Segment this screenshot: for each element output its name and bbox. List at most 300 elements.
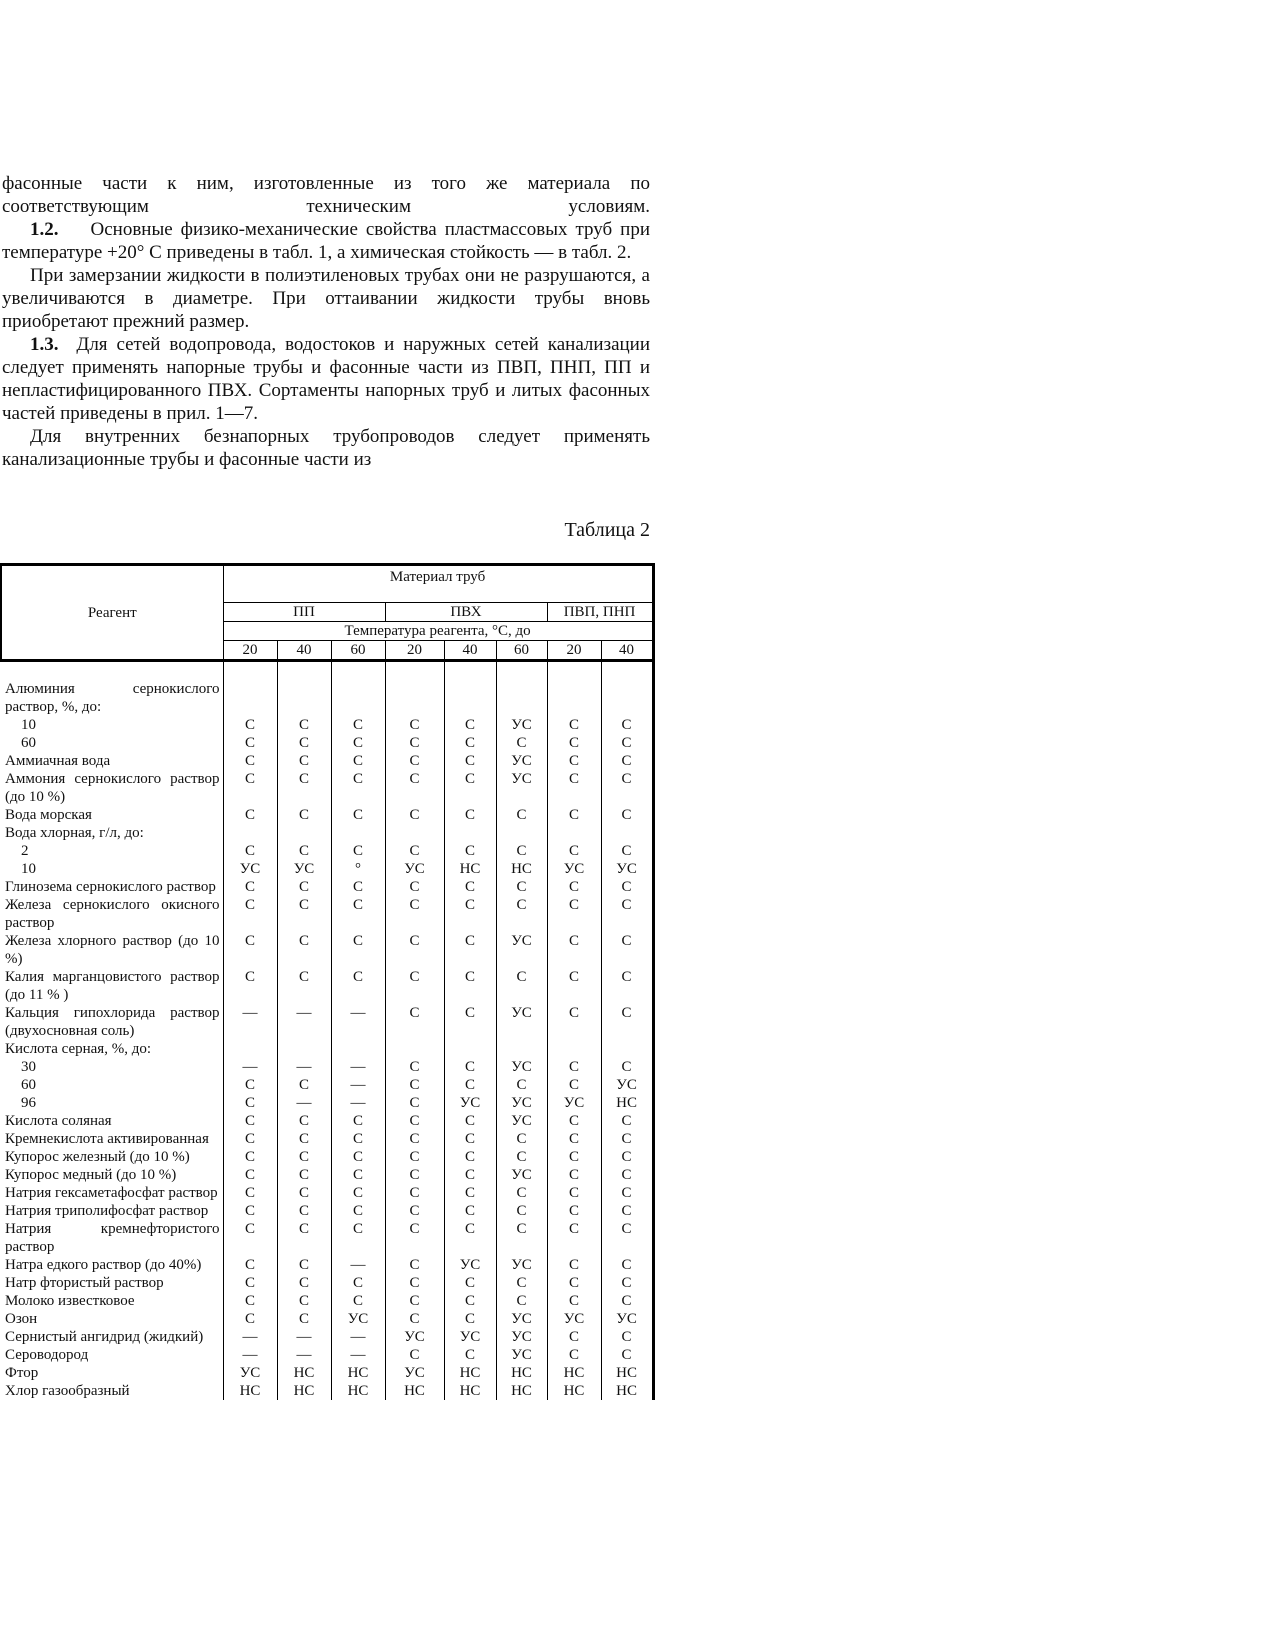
body-text [2,172,650,471]
resistance-cell: С [223,1256,277,1274]
resistance-cell: С [444,1148,496,1166]
paragraph: При замерзании жидкости в полиэтиленовых трубах они не разрушаются, а увеличиваются в диаметре. При оттаивании жидкости трубы вновь приобретают прежний размер. [2,265,650,332]
resistance-cell: С [601,1274,653,1292]
resistance-cell: — [277,1058,331,1076]
reagent-name: 60 [21,735,36,751]
table-row [1,1310,653,1328]
resistance-cell: С [223,932,277,968]
resistance-cell: С [496,734,547,752]
resistance-cell [601,680,653,716]
resistance-cell: — [331,1076,385,1094]
resistance-cell: С [223,1292,277,1310]
resistance-cell: УС [547,1310,601,1328]
resistance-cell: С [385,1310,444,1328]
resistance-cell: НС [496,1382,547,1400]
resistance-cell: С [496,1220,547,1256]
resistance-cell: НС [601,1364,653,1382]
resistance-cell: НС [277,1364,331,1382]
resistance-cell: С [277,1112,331,1130]
resistance-cell: С [496,968,547,1004]
resistance-cell: — [223,1328,277,1346]
resistance-cell: С [601,1202,653,1220]
resistance-cell: С [496,1202,547,1220]
resistance-cell: С [331,878,385,896]
resistance-cell: С [444,842,496,860]
table-row [1,770,653,806]
resistance-cell: УС [601,860,653,878]
reagent-name: Аммония сернокислого раствор (до 10 %) [5,771,220,805]
table-row [1,896,653,932]
table-row [1,1076,653,1094]
resistance-cell: С [547,842,601,860]
resistance-cell: НС [385,1382,444,1400]
table-row [1,1166,653,1184]
table-row [1,1274,653,1292]
resistance-cell: УС [496,770,547,806]
resistance-cell: С [385,1346,444,1364]
resistance-cell: С [444,1166,496,1184]
resistance-cell: С [547,1292,601,1310]
reagent-name: Железа сернокислого окисного раствор [5,897,220,931]
reagent-name: Озон [5,1311,38,1327]
reagent-name: Молоко известковое [5,1293,135,1309]
resistance-cell [385,824,444,842]
resistance-cell [496,1040,547,1058]
resistance-cell: С [277,734,331,752]
temp-cell: 20 [223,641,277,661]
resistance-cell: УС [547,860,601,878]
table-row [1,1184,653,1202]
resistance-cell: С [223,1112,277,1130]
resistance-cell [277,824,331,842]
table-row [1,878,653,896]
resistance-cell: С [547,734,601,752]
resistance-cell [601,824,653,842]
resistance-cell: С [547,968,601,1004]
material-header: Материал труб [223,565,653,603]
reagent-name: 10 [21,861,36,877]
table-row [1,860,653,878]
resistance-cell [385,1040,444,1058]
resistance-cell: С [496,896,547,932]
resistance-cell: С [277,1256,331,1274]
group-header: ПВХ [385,603,547,622]
resistance-cell: С [223,734,277,752]
resistance-cell: С [547,1274,601,1292]
table-caption: Таблица 2 [564,519,650,541]
reagent-name: Сернистый ангидрид (жидкий) [5,1329,204,1345]
resistance-cell: С [547,1130,601,1148]
reagent-name: Фтор [5,1365,39,1381]
resistance-cell: С [601,932,653,968]
resistance-cell: — [331,1256,385,1274]
resistance-cell: С [277,1292,331,1310]
resistance-cell: С [601,1130,653,1148]
table-row [1,806,653,824]
resistance-cell [444,824,496,842]
resistance-cell: С [223,1166,277,1184]
resistance-cell: УС [496,1328,547,1346]
resistance-cell: НС [444,1364,496,1382]
resistance-cell: С [223,878,277,896]
reagent-name: Хлор газообразный [5,1383,130,1399]
resistance-cell: С [547,896,601,932]
resistance-cell: С [385,1166,444,1184]
resistance-cell: ° [331,860,385,878]
resistance-cell: С [547,1076,601,1094]
resistance-cell: НС [547,1382,601,1400]
reagent-name: Натрия гексаметафосфат раствор [5,1185,218,1201]
resistance-cell: УС [331,1310,385,1328]
resistance-cell: УС [601,1076,653,1094]
resistance-cell: С [547,770,601,806]
resistance-cell: С [385,968,444,1004]
resistance-cell: — [331,1346,385,1364]
resistance-cell: НС [547,1364,601,1382]
resistance-cell: С [601,1256,653,1274]
resistance-cell: С [331,752,385,770]
resistance-cell: С [385,1184,444,1202]
reagent-name: Аммиачная вода [5,753,111,769]
reagent-name: Вода хлорная, г/л, до: [5,825,144,841]
resistance-cell: С [385,716,444,734]
resistance-cell: С [601,1220,653,1256]
resistance-cell: УС [601,1310,653,1328]
resistance-cell: С [331,968,385,1004]
resistance-cell: С [385,752,444,770]
temperature-header: Температура реагента, °С, до [223,622,653,641]
table-row [1,1004,653,1040]
resistance-cell: С [277,1220,331,1256]
resistance-cell: НС [444,1382,496,1400]
table-row [1,1364,653,1382]
resistance-cell: С [444,770,496,806]
reagent-name: Купорос медный (до 10 %) [5,1167,177,1183]
group-header: ПВП, ПНП [547,603,653,622]
resistance-cell: С [277,968,331,1004]
paragraph-1-3: 1.3. Для сетей водопровода, водостоков и наружных сетей канализации следует применять напорные трубы и фасонные части из ПВП, ПНП, ПП и непластифицированного ПВХ. Сортаменты напорных труб и литых фасонных частей приведены в прил. 1—7. [2,334,651,424]
resistance-cell: С [385,1148,444,1166]
resistance-cell: С [385,1004,444,1040]
resistance-cell: НС [444,860,496,878]
resistance-cell: С [496,842,547,860]
resistance-cell: С [277,1148,331,1166]
resistance-cell: — [331,1058,385,1076]
resistance-cell: С [277,1130,331,1148]
resistance-cell: С [331,1220,385,1256]
reagent-name: Глинозема сернокислого раствор [5,879,216,895]
resistance-cell: С [277,896,331,932]
resistance-cell: — [331,1328,385,1346]
table-row [1,1112,653,1130]
resistance-cell: С [547,1112,601,1130]
reagent-name: 2 [21,843,29,859]
resistance-cell: С [385,1256,444,1274]
resistance-cell: С [277,842,331,860]
table-row [1,1220,653,1256]
resistance-cell: С [331,806,385,824]
resistance-cell: С [444,896,496,932]
chemical-resistance-table [0,563,652,1400]
resistance-cell: — [223,1346,277,1364]
resistance-cell: С [223,1130,277,1148]
reagent-name: Купорос железный (до 10 %) [5,1149,190,1165]
table-row [1,1382,653,1400]
table-row [1,734,653,752]
resistance-cell: — [277,1346,331,1364]
table-row [1,1346,653,1364]
resistance-cell: С [223,968,277,1004]
temp-cell: 60 [331,641,385,661]
resistance-cell: НС [601,1094,653,1112]
resistance-cell [223,824,277,842]
resistance-cell: С [385,1202,444,1220]
resistance-cell: УС [496,1346,547,1364]
resistance-cell: С [277,1076,331,1094]
resistance-cell: С [444,1058,496,1076]
table-row [1,1040,653,1058]
reagent-name: Кислота серная, %, до: [5,1041,152,1057]
resistance-cell: С [444,734,496,752]
resistance-cell [547,824,601,842]
table-row [1,842,653,860]
resistance-cell [223,680,277,716]
resistance-cell: УС [385,1364,444,1382]
resistance-cell: — [277,1328,331,1346]
resistance-cell: С [223,842,277,860]
resistance-cell: С [385,1112,444,1130]
resistance-cell: С [547,1202,601,1220]
resistance-cell: С [547,1256,601,1274]
resistance-cell [277,680,331,716]
temp-cell: 40 [601,641,653,661]
reagent-name: 60 [21,1077,36,1093]
table-row [1,1292,653,1310]
resistance-cell: С [385,896,444,932]
resistance-cell: УС [277,860,331,878]
resistance-cell: С [444,878,496,896]
reagent-name: 30 [21,1059,36,1075]
resistance-cell: С [385,734,444,752]
resistance-cell: С [331,932,385,968]
reagent-name: Натрия кремнефтористого раствор [5,1221,220,1255]
resistance-cell: С [496,878,547,896]
temp-cell: 20 [385,641,444,661]
resistance-cell: С [277,1274,331,1292]
resistance-cell: НС [601,1382,653,1400]
resistance-cell: УС [496,1112,547,1130]
table-header [1,565,653,661]
resistance-cell: С [385,932,444,968]
resistance-cell: С [277,716,331,734]
resistance-cell: УС [496,1310,547,1328]
resistance-cell: — [277,1094,331,1112]
resistance-cell: С [223,1094,277,1112]
resistance-cell: С [385,1094,444,1112]
resistance-cell: С [496,1076,547,1094]
resistance-cell: УС [496,1256,547,1274]
resistance-cell: С [223,806,277,824]
resistance-cell: С [601,734,653,752]
resistance-cell: С [496,806,547,824]
resistance-cell: С [547,752,601,770]
resistance-cell: С [444,1184,496,1202]
reagent-name: Натра едкого раствор (до 40%) [5,1257,202,1273]
resistance-cell: С [223,1310,277,1328]
temp-cell: 20 [547,641,601,661]
resistance-cell: — [331,1004,385,1040]
resistance-cell: С [444,1310,496,1328]
resistance-cell: С [547,878,601,896]
resistance-cell: С [444,1130,496,1148]
resistance-cell: С [331,734,385,752]
resistance-cell: УС [496,1094,547,1112]
resistance-cell: С [601,1184,653,1202]
paragraph: фасонные части к ним, изготовленные из того же материала по соответствующим техническим условиям. [2,173,650,217]
resistance-cell: УС [547,1094,601,1112]
table-row [1,1148,653,1166]
resistance-cell: С [331,1148,385,1166]
resistance-cell: С [547,1004,601,1040]
resistance-cell: НС [277,1382,331,1400]
resistance-cell: С [601,1112,653,1130]
table-row [1,968,653,1004]
resistance-cell: С [547,1148,601,1166]
resistance-cell: С [277,878,331,896]
resistance-cell: С [601,1004,653,1040]
resistance-cell: С [601,1148,653,1166]
resistance-cell: С [601,1166,653,1184]
resistance-cell: С [223,770,277,806]
resistance-cell: НС [496,1364,547,1382]
resistance-cell: УС [496,1166,547,1184]
resistance-cell: С [385,878,444,896]
resistance-cell: С [277,770,331,806]
resistance-cell: УС [444,1256,496,1274]
resistance-cell: С [444,1202,496,1220]
paragraph-1-2: 1.2. Основные физико-механические свойства пластмассовых труб при температуре +20° С приведены в табл. 1, а химическая стойкость — в табл. 2. [2,219,650,263]
resistance-cell: С [385,1292,444,1310]
resistance-cell: С [444,1346,496,1364]
resistance-cell: С [444,968,496,1004]
resistance-cell [547,680,601,716]
table-row [1,1256,653,1274]
resistance-cell: С [547,1058,601,1076]
resistance-cell: УС [496,752,547,770]
resistance-cell: С [547,932,601,968]
resistance-cell: С [331,1292,385,1310]
resistance-cell: С [444,752,496,770]
resistance-cell [331,1040,385,1058]
table-row [1,716,653,734]
resistance-cell: — [331,1094,385,1112]
resistance-cell: С [444,1220,496,1256]
resistance-cell: С [331,1130,385,1148]
resistance-cell: С [331,1202,385,1220]
resistance-cell: С [547,1166,601,1184]
reagent-name: Натр фтористый раствор [5,1275,164,1291]
table-row [1,824,653,842]
resistance-cell: С [601,1292,653,1310]
reagent-name: Алюминия сернокислого раствор, %, до: [5,681,220,715]
table-row [1,680,653,716]
resistance-cell: С [277,1184,331,1202]
resistance-cell: С [601,968,653,1004]
reagent-name: Вода морская [5,807,92,823]
resistance-cell: С [385,1274,444,1292]
group-header: ПП [223,603,385,622]
resistance-cell: С [601,716,653,734]
resistance-cell: С [601,752,653,770]
resistance-cell: УС [223,860,277,878]
resistance-cell: С [601,1328,653,1346]
resistance-cell [496,824,547,842]
reagent-name: Кремнекислота активированная [5,1131,209,1147]
resistance-cell: НС [496,860,547,878]
resistance-cell: УС [444,1328,496,1346]
resistance-cell: С [331,896,385,932]
resistance-cell: НС [331,1382,385,1400]
resistance-cell: С [385,1220,444,1256]
resistance-cell [496,680,547,716]
reagent-name: Кислота соляная [5,1113,112,1129]
resistance-cell: С [223,1274,277,1292]
resistance-cell: УС [496,1004,547,1040]
resistance-cell: С [444,1292,496,1310]
resistance-cell: С [277,1202,331,1220]
resistance-cell: С [223,1148,277,1166]
table-row [1,932,653,968]
reagent-name: Калия марганцовистого раствор (до 11 % ) [5,969,220,1003]
resistance-cell: С [223,752,277,770]
resistance-cell: С [444,1274,496,1292]
resistance-cell: С [223,1076,277,1094]
resistance-cell: С [385,1058,444,1076]
resistance-cell: УС [223,1364,277,1382]
reagent-name: Натрия триполифосфат раствор [5,1203,209,1219]
resistance-cell [385,680,444,716]
resistance-cell [444,1040,496,1058]
resistance-cell: С [444,1112,496,1130]
resistance-cell: С [385,806,444,824]
resistance-cell: С [331,1184,385,1202]
resistance-cell: УС [496,1058,547,1076]
resistance-cell: С [277,1166,331,1184]
resistance-cell: С [331,842,385,860]
resistance-cell: С [547,1184,601,1202]
resistance-cell: С [601,896,653,932]
temp-cell: 40 [277,641,331,661]
reagent-name: Сероводород [5,1347,89,1363]
resistance-cell: — [223,1004,277,1040]
resistance-cell: С [223,1202,277,1220]
resistance-cell: С [331,770,385,806]
resistance-cell: С [223,716,277,734]
resistance-cell: С [444,1004,496,1040]
temp-cell: 60 [496,641,547,661]
resistance-cell: УС [496,716,547,734]
resistance-cell: НС [223,1382,277,1400]
resistance-cell: С [331,1274,385,1292]
resistance-cell: С [331,1166,385,1184]
section-number: 1.2. [30,219,59,240]
resistance-cell: С [331,716,385,734]
reagent-name: 10 [21,717,36,733]
resistance-cell: С [547,806,601,824]
reagent-header: Реагент [1,565,223,661]
temp-cell: 40 [444,641,496,661]
resistance-cell: С [223,1184,277,1202]
